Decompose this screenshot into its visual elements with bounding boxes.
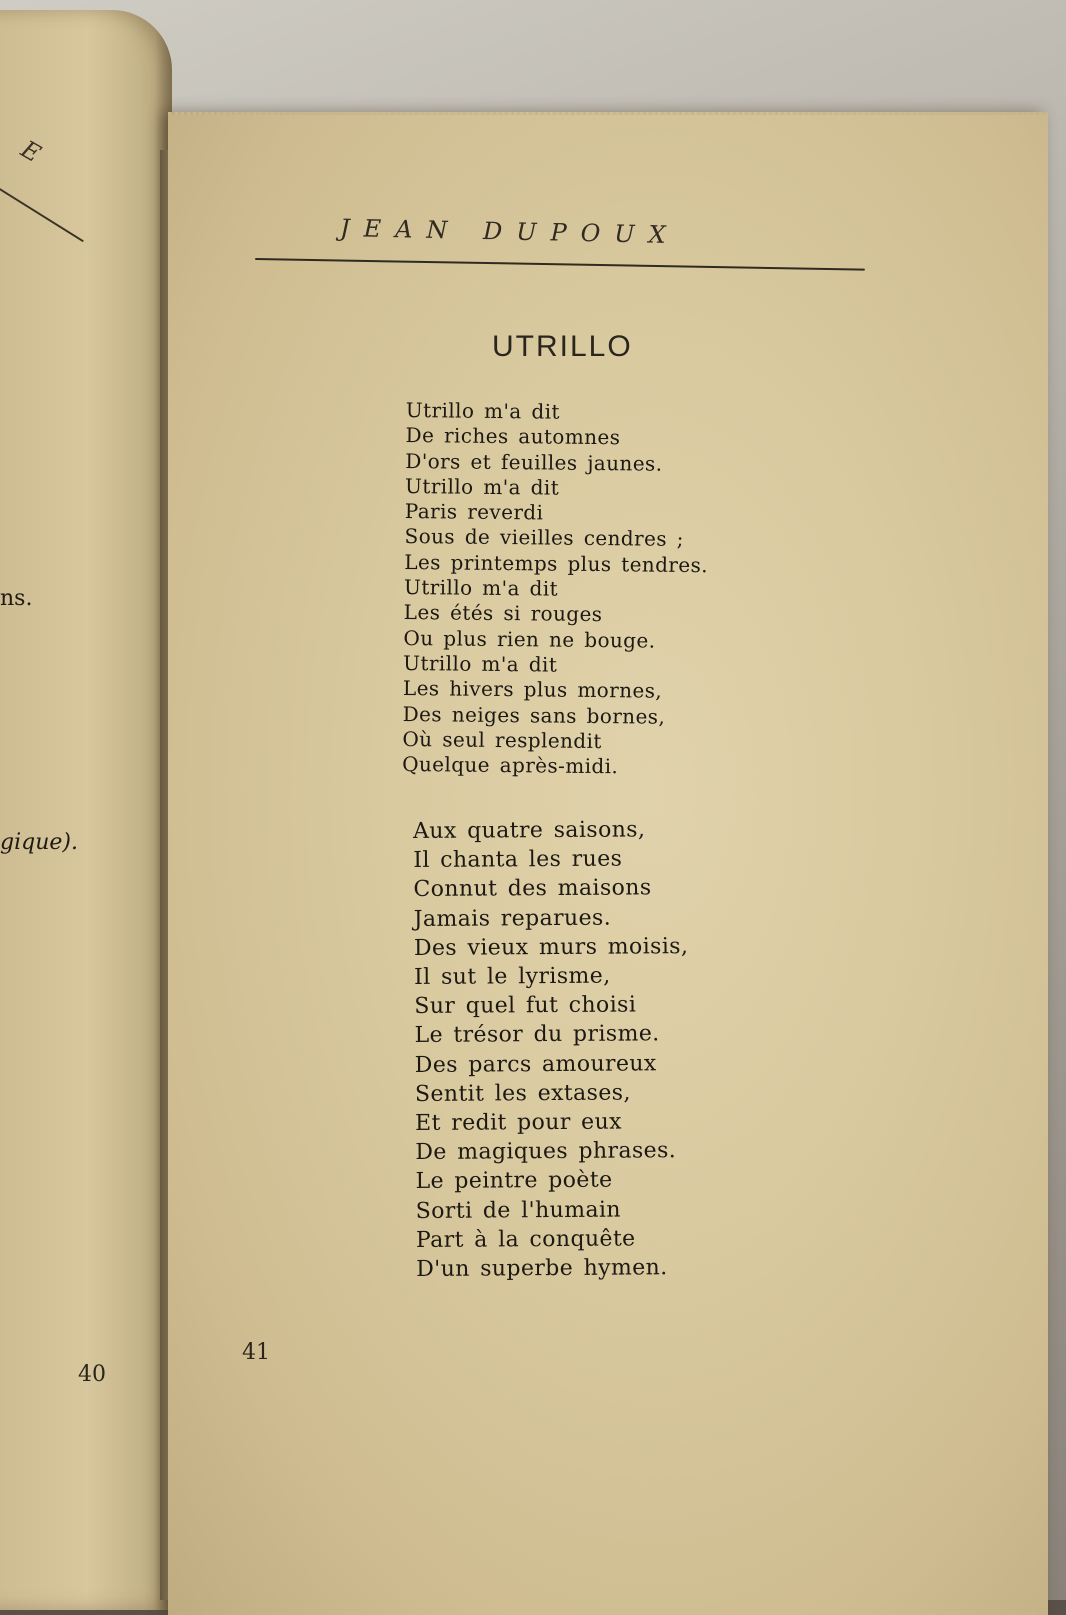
poem-line: D'un superbe hymen. [416,1255,668,1283]
poem-line: De magiques phrases. [415,1138,677,1166]
left-header-rule [0,182,84,242]
poem-line: Des neiges sans bornes, [402,701,666,729]
poem-line: Sorti de l'humain [415,1197,622,1224]
poem-title: UTRILLO [492,330,633,363]
poem-line: Utrillo m'a dit [403,650,558,677]
poem-line: Utrillo m'a dit [404,473,560,500]
left-text-fragment: gique). [0,830,78,855]
poem-line: Utrillo m'a dit [403,575,559,601]
poem-line: Les étés si rouges [403,600,603,627]
poem-line: Quelque après-midi. [402,752,619,779]
poem-line: Des parcs amoureux [414,1050,657,1078]
page-number: 41 [242,1340,270,1365]
poem-line: D'ors et feuilles jaunes. [405,448,663,476]
left-text-fragment: ns. [0,586,33,611]
left-page-number: 40 [78,1362,106,1387]
poem-line: Les printemps plus tendres. [404,549,709,577]
left-running-head: E [16,134,48,170]
poem-line: Paris reverdi [404,499,544,525]
poem-line: Où seul resplendit [402,726,602,753]
poem-line: Le peintre poète [415,1168,613,1195]
poem-line: Et redit pour eux [415,1109,623,1137]
poem-line: De riches automnes [405,423,621,450]
poem-line: Sentit les extases, [414,1080,631,1107]
poem-line: Le trésor du prisme. [414,1021,660,1049]
poem-line: Il sut le lyrisme, [414,963,611,991]
running-head: JEAN DUPOUX [339,214,680,250]
poem-line: Il chanta les rues [413,846,623,874]
stanza-1 [402,398,710,781]
stanza-2 [413,815,691,1284]
poem-line: Les hivers plus mornes, [402,676,663,703]
poem-line: Part à la conquête [415,1226,636,1253]
poem-line: Des vieux murs moisis, [413,933,689,961]
poem-line: Ou plus rien ne bouge. [403,625,656,653]
poem-line: Sur quel fut choisi [414,992,637,1020]
poem-line: Connut des maisons [413,875,652,903]
poem-line: Utrillo m'a dit [405,398,561,424]
poem-line: Aux quatre saisons, [413,817,646,844]
left-page [0,10,172,1610]
poem-line: Sous de vieilles cendres ; [404,524,684,552]
poem-line: Jamais reparues. [413,905,612,932]
